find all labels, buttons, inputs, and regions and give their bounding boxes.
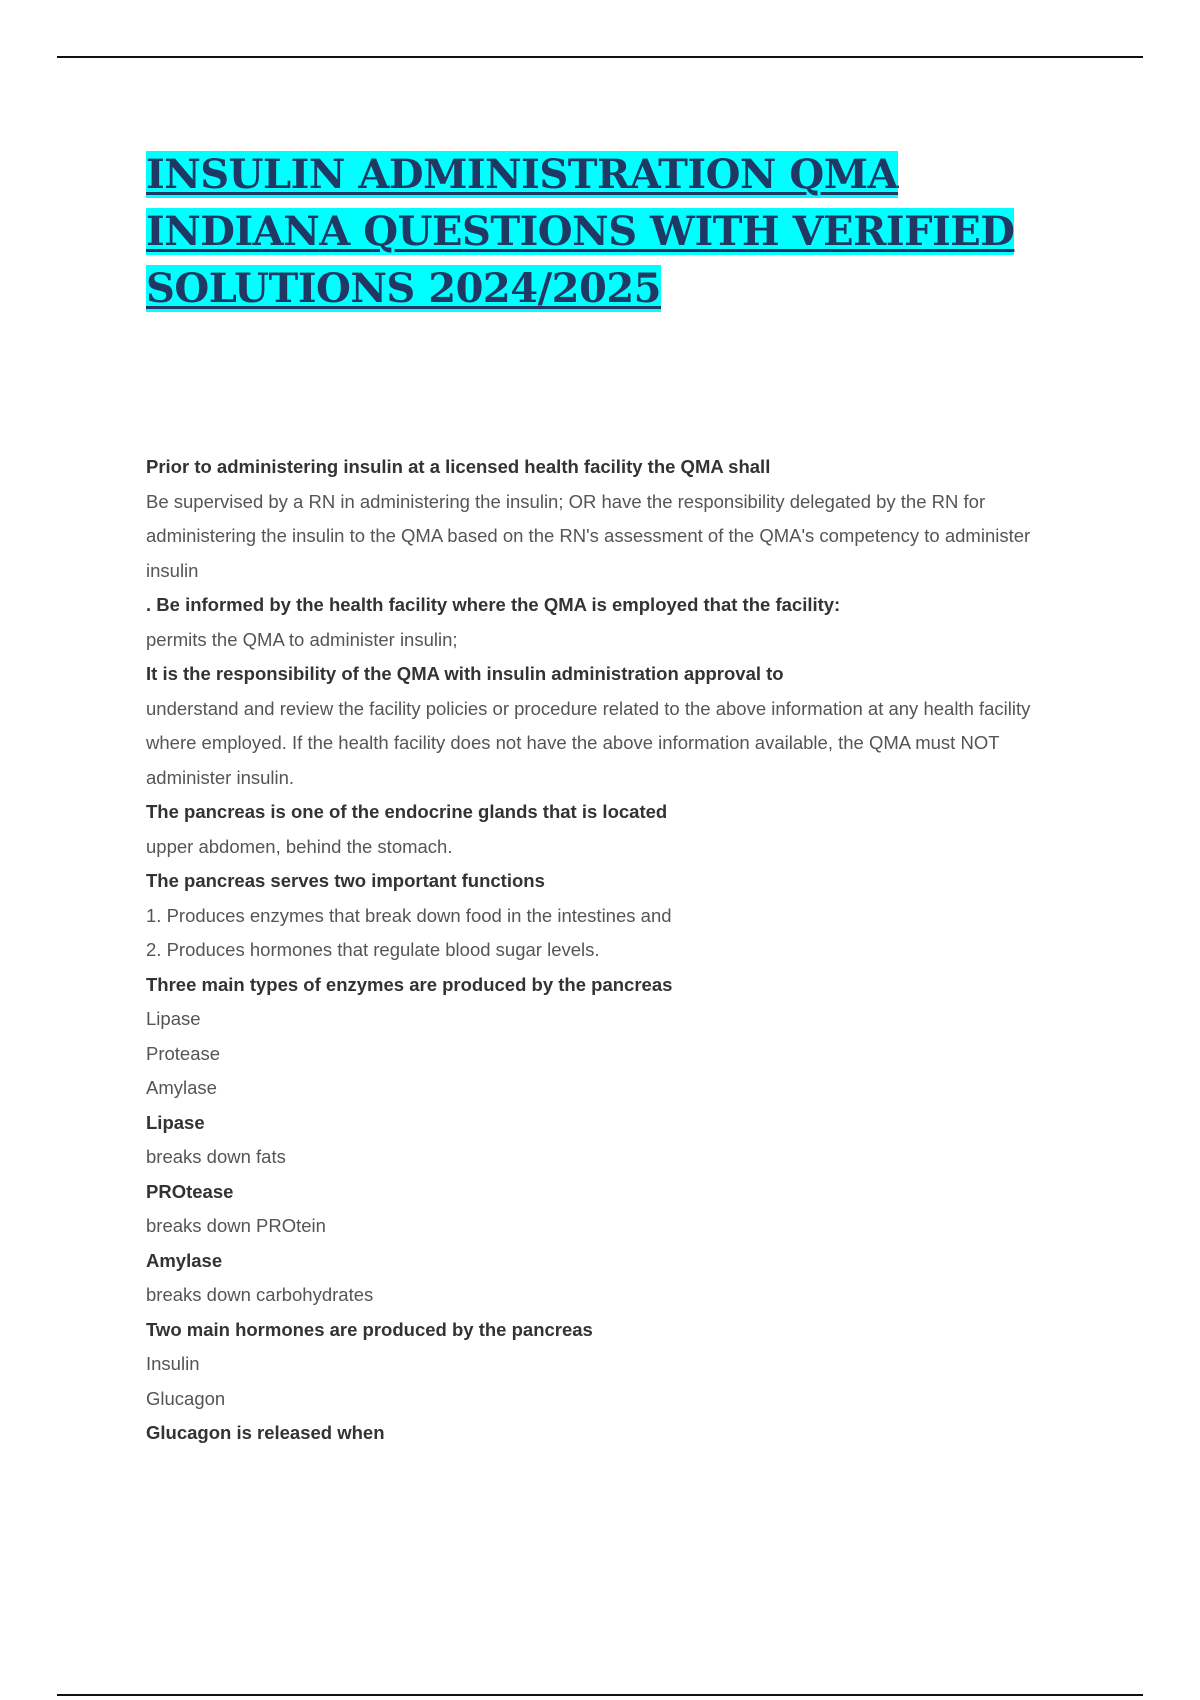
answer-line: understand and review the facility policies or procedure related to the above information at any health facility where employed. If the health facility does not have the above information available, the QMA must NOT administer insulin.: [146, 697, 1031, 788]
answer-line: Lipase: [146, 1008, 201, 1029]
bottom-rule: [57, 1694, 1143, 1696]
answer-line: permits the QMA to administer insulin;: [146, 628, 458, 650]
qa-content: [146, 450, 1076, 1451]
answer-line: 2. Produces hormones that regulate blood sugar levels.: [146, 939, 600, 960]
question-line: The pancreas is one of the endocrine glands that is located: [146, 801, 668, 822]
document-title-text: INSULIN ADMINISTRATION QMA INDIANA QUESTIONS WITH VERIFIED SOLUTIONS 2024/2025: [146, 151, 1015, 312]
question-line: Lipase: [146, 1111, 205, 1133]
answer-line: Glucagon: [146, 1387, 226, 1409]
answer-line: Protease: [146, 1042, 221, 1064]
question-line: Glucagon is released when: [146, 1422, 385, 1443]
answer-line: 1. Produces enzymes that break down food in the intestines and: [146, 904, 672, 926]
question-line: . Be informed by the health facility where the QMA is employed that the facility:: [146, 594, 841, 615]
question-line: Two main hormones are produced by the pancreas: [146, 1318, 593, 1340]
answer-line: upper abdomen, behind the stomach.: [146, 835, 453, 857]
question-line: It is the responsibility of the QMA with insulin administration approval to: [146, 663, 784, 684]
question-line: Three main types of enzymes are produced by the pancreas: [146, 973, 673, 995]
answer-line: Be supervised by a RN in administering the insulin; OR have the responsibility delegated by the RN for administering the insulin to the QMA based on the RN's assessment of the QMA's competency to administer insulin: [146, 490, 1031, 581]
question-line: Prior to administering insulin at a licensed health facility the QMA shall: [146, 456, 771, 477]
answer-line: breaks down fats: [146, 1146, 286, 1167]
document-title: [146, 146, 1096, 317]
top-rule: [57, 56, 1143, 58]
question-line: PROtease: [146, 1180, 234, 1202]
question-line: Amylase: [146, 1249, 223, 1271]
question-line: The pancreas serves two important functions: [146, 870, 545, 891]
answer-line: Amylase: [146, 1077, 217, 1098]
answer-line: breaks down PROtein: [146, 1215, 326, 1236]
answer-line: breaks down carbohydrates: [146, 1284, 374, 1305]
answer-line: Insulin: [146, 1353, 200, 1374]
